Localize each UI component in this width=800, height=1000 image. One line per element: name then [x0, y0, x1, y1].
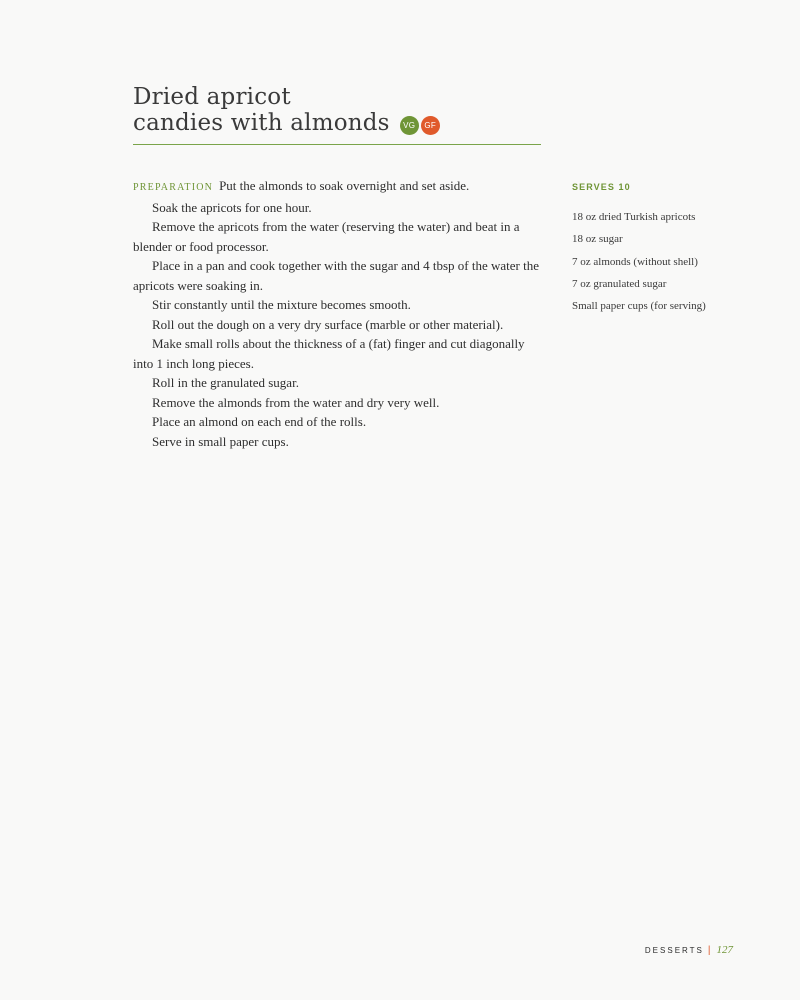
preparation-step: Roll in the granulated sugar. [152, 375, 299, 390]
ingredient-item: 7 oz granulated sugar [572, 277, 667, 290]
page-footer [645, 944, 733, 956]
preparation-step: Remove the apricots from the water (reserving the water) and beat in a blender or food processor. [133, 219, 520, 254]
footer-separator: | [707, 945, 711, 956]
preparation-step-text: Put the almonds to soak overnight and set aside. [219, 178, 470, 193]
preparation-step: Serve in small paper cups. [152, 433, 289, 449]
preparation-label: PREPARATION [133, 182, 214, 193]
preparation-step: Soak the apricots for one hour. [152, 199, 312, 215]
preparation-step: Place in a pan and cook together with the sugar and 4 tbsp of the water the apricots were soaking in. [133, 258, 539, 293]
recipe-title-line-2-text: candies with almonds [133, 110, 390, 136]
recipe-title [133, 84, 553, 136]
footer-section-name: DESSERTS [644, 946, 704, 955]
ingredients-list [572, 206, 772, 317]
preparation-step: Roll out the dough on a very dry surface (marble or other material). [152, 316, 504, 332]
ingredients-sidebar [572, 176, 772, 317]
preparation-section [133, 176, 545, 451]
ingredient-item: 18 oz dried Turkish apricots [572, 211, 696, 223]
preparation-step: Remove the almonds from the water and dry very well. [152, 394, 440, 410]
ingredient-item: Small paper cups (for serving) [572, 300, 706, 313]
preparation-step: Place an almond on each end of the rolls. [152, 414, 367, 429]
gluten-free-badge: GF [421, 116, 440, 135]
ingredient-item: 18 oz sugar [572, 233, 623, 246]
serves-label: SERVES 10 [572, 182, 631, 192]
title-divider [133, 144, 541, 145]
recipe-title-line-2 [133, 110, 553, 136]
preparation-step: Make small rolls about the thickness of a (fat) finger and cut diagonally into 1 inch long pieces. [133, 336, 525, 371]
vegan-badge: VG [400, 116, 419, 135]
recipe-title-line-1: Dried apricot [133, 84, 291, 110]
ingredient-item: 7 oz almonds (without shell) [572, 255, 698, 268]
page-number: 127 [716, 944, 733, 956]
preparation-step: Stir constantly until the mixture becomes smooth. [152, 297, 411, 312]
preparation-step [133, 176, 545, 198]
